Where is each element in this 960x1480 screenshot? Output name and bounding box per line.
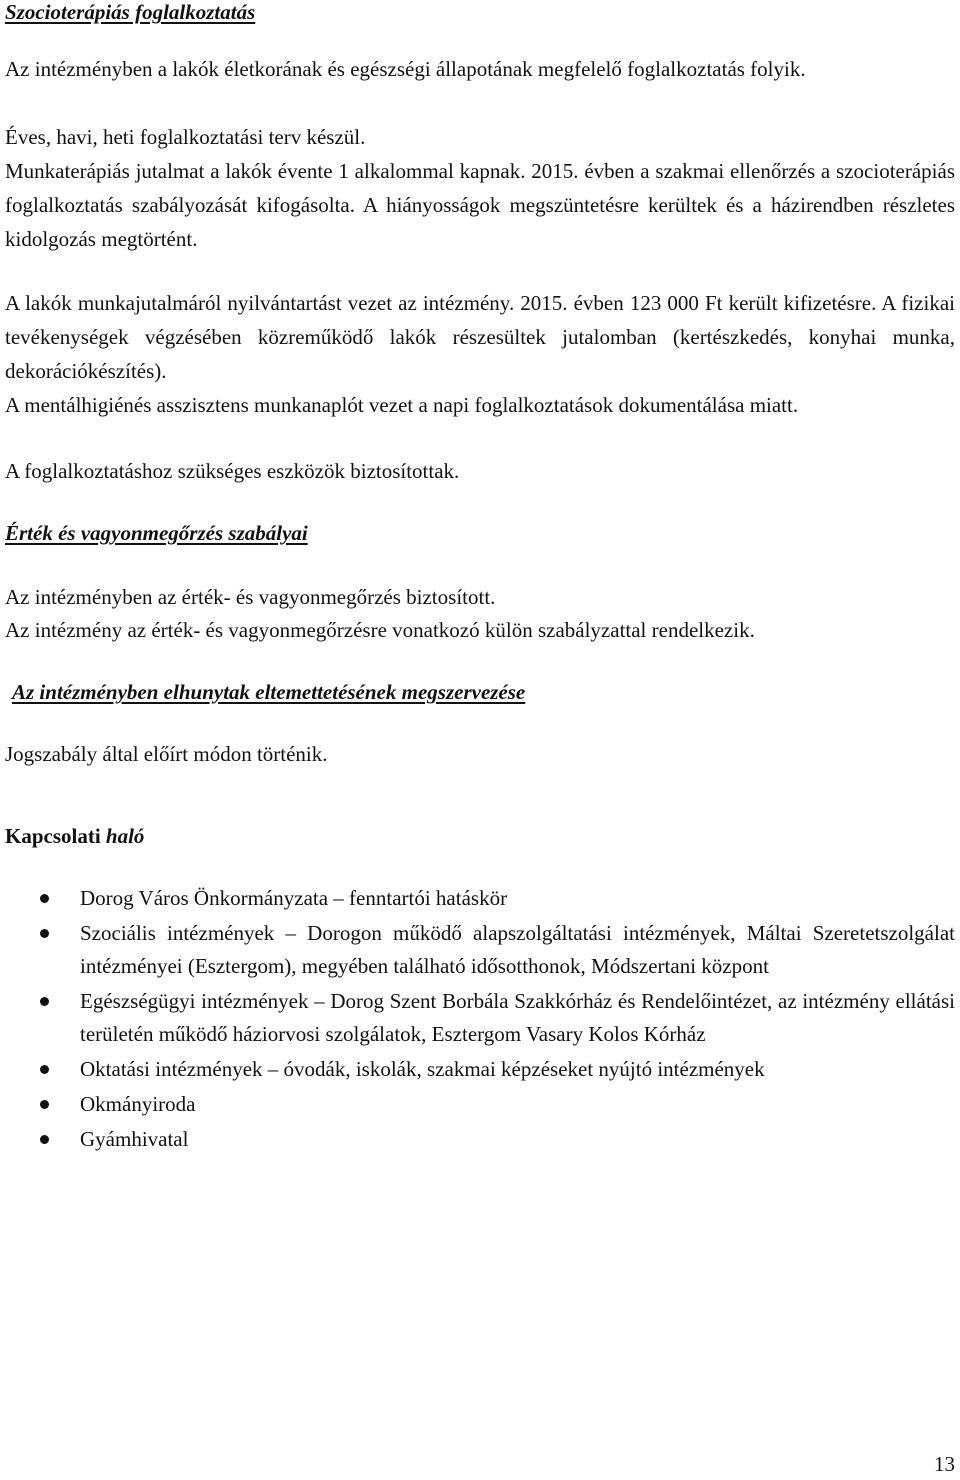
paragraph-socio-1: Az intézményben a lakók életkorának és egészségi állapotának megfelelő foglalkoztatás folyik. <box>5 57 806 81</box>
bullet-icon <box>40 894 49 903</box>
bullet-icon <box>40 1135 49 1144</box>
list-item <box>0 1088 955 1121</box>
paragraph-socio-2: Éves, havi, heti foglalkoztatási terv készül. <box>5 125 366 149</box>
section-title-kapcsolati-halo <box>5 824 144 849</box>
list-item <box>0 1053 955 1086</box>
bullet-icon <box>40 929 49 938</box>
paragraph-socio-5: A mentálhigiénés asszisztens munkanaplót vezet a napi foglalkoztatások dokumentálása miatt. <box>5 393 799 417</box>
list-item-text: Egészségügyi intézmények – Dorog Szent Borbála Szakkórház és Rendelőintézet, az intézmény ellátási területén működő háziorvosi szolgálatok, Esztergom Vasary Kolos Kórház <box>80 989 955 1046</box>
list-item-text: Oktatási intézmények – óvodák, iskolák, szakmai képzéseket nyújtó intézmények <box>80 1057 765 1081</box>
list-item <box>0 1123 955 1156</box>
list-item-text: Dorog Város Önkormányzata – fenntartói hatáskör <box>80 886 508 910</box>
bullet-icon <box>40 1100 49 1109</box>
list-item <box>0 917 955 983</box>
page-number: 13 <box>934 1452 955 1476</box>
paragraph-socio-3: Munkaterápiás jutalmat a lakók évente 1 alkalommal kapnak. 2015. évben a szakmai ellenőrzés a szocioterápiás foglalkoztatás szabályozását kifogásolta. A hiányosságok megszüntetésre kerültek és a házirendben részletes kidolgozás megtörtént. <box>5 159 955 251</box>
paragraph-socio-6: A foglalkoztatáshoz szükséges eszközök biztosítottak. <box>5 459 460 483</box>
list-item-text: Okmányiroda <box>80 1092 196 1116</box>
list-item <box>0 882 955 915</box>
paragraph-ertek-1: Az intézményben az érték- és vagyonmegőrzés biztosított. <box>5 585 496 609</box>
kapcsolati-halo-list <box>0 882 955 1158</box>
paragraph-ertek-2: Az intézmény az érték- és vagyonmegőrzésre vonatkozó külön szabályzattal rendelkezik. <box>5 618 755 642</box>
title-bold-part: Kapcsolati <box>5 824 101 848</box>
section-title-elhunytak: Az intézményben elhunytak eltemettetésének megszervezése <box>12 680 526 704</box>
section-title-szocioterapias: Szocioterápiás foglalkoztatás <box>5 0 256 24</box>
list-item <box>0 985 955 1051</box>
list-item-text: Szociális intézmények – Dorogon működő alapszolgáltatási intézmények, Máltai Szeretetszolgálat intézményei (Esztergom), megyében található idősotthonok, Módszertani központ <box>80 921 955 978</box>
bullet-icon <box>40 997 49 1006</box>
bullet-icon <box>40 1065 49 1074</box>
paragraph-socio-4: A lakók munkajutalmáról nyilvántartást vezet az intézmény. 2015. évben 123 000 Ft került kifizetésre. A fizikai tevékenységek végzésében közreműködő lakók részesültek jutalomban (kertészkedés, konyhai munka, dekorációkészítés). <box>5 291 955 383</box>
title-italic-part: haló <box>105 824 145 848</box>
paragraph-elhunyt-1: Jogszabály által előírt módon történik. <box>5 742 328 766</box>
section-title-ertek: Érték és vagyonmegőrzés szabályai <box>5 521 308 545</box>
list-item-text: Gyámhivatal <box>80 1127 189 1151</box>
